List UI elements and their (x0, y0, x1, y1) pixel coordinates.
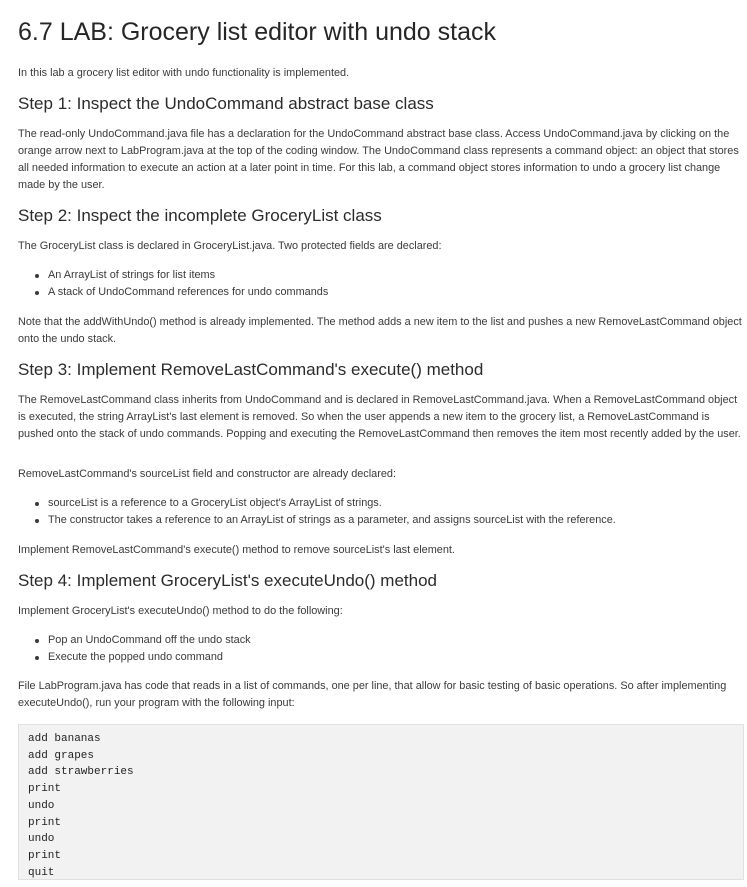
step2-paragraph: The GroceryList class is declared in GroceryList.java. Two protected fields are declared: (18, 240, 442, 252)
step3-bullet-list (18, 495, 616, 529)
step2-note: Note that the addWithUndo() method is already implemented. The method adds a new item to the list and pushes a new RemoveLastCommand object onto the undo stack. (18, 316, 742, 345)
code-line: undo (28, 799, 55, 812)
step3-paragraph: The RemoveLastCommand class inherits from UndoCommand and is declared in RemoveLastCommand.java. When a RemoveLastCommand object is executed, the string ArrayList's last element is removed. So when the user appends a new item to the grocery list, a RemoveLastCommand is pushed onto the stack of undo commands. Popping and executing the RemoveLastCommand then removes the item most recently added by the user. (18, 394, 741, 440)
list-item: Pop an UndoCommand off the undo stack (18, 632, 251, 649)
step1-heading: Step 1: Inspect the UndoCommand abstract base class (18, 94, 434, 113)
step4-paragraph: Implement GroceryList's executeUndo() method to do the following: (18, 605, 343, 617)
list-item: sourceList is a reference to a GroceryList object's ArrayList of strings. (18, 495, 616, 512)
step4-heading: Step 4: Implement GroceryList's executeUndo() method (18, 571, 437, 590)
step4-paragraph-2: File LabProgram.java has code that reads in a list of commands, one per line, that allow for basic testing of basic operations. So after implementing executeUndo(), run your program with the following input: (18, 680, 727, 709)
list-item: Execute the popped undo command (18, 649, 251, 666)
step2-bullet-list (18, 267, 328, 301)
step1-paragraph: The read-only UndoCommand.java file has a declaration for the UndoCommand abstract base class. Access UndoCommand.java by clicking on the orange arrow next to LabProgram.java at the top of the coding window. The UndoCommand class represents a command object: an object that stores all needed information to execute an action at a later point in time. For this lab, a command object stores information to undo a grocery list change made by the user. (18, 128, 739, 191)
code-line: print (28, 816, 62, 829)
intro-text: In this lab a grocery list editor with undo functionality is implemented. (18, 67, 350, 79)
code-line: undo (28, 833, 55, 846)
step3-paragraph-3: Implement RemoveLastCommand's execute() method to remove sourceList's last element. (18, 544, 455, 556)
code-line: print (28, 783, 62, 796)
sample-input-code-block (18, 724, 744, 880)
list-item: A stack of UndoCommand references for undo commands (18, 284, 328, 301)
code-line: quit (28, 866, 55, 879)
list-item: The constructor takes a reference to an ArrayList of strings as a parameter, and assigns sourceList with the reference. (18, 512, 616, 529)
list-item: An ArrayList of strings for list items (18, 267, 328, 284)
step2-heading: Step 2: Inspect the incomplete GroceryList class (18, 206, 382, 225)
page-title: 6.7 LAB: Grocery list editor with undo stack (18, 18, 496, 46)
code-line: print (28, 849, 62, 862)
code-line: add grapes (28, 749, 95, 762)
step3-paragraph-2: RemoveLastCommand's sourceList field and constructor are already declared: (18, 468, 396, 480)
code-line: add strawberries (28, 766, 134, 779)
step4-bullet-list (18, 632, 251, 666)
step3-heading: Step 3: Implement RemoveLastCommand's execute() method (18, 360, 484, 379)
code-line: add bananas (28, 733, 101, 745)
